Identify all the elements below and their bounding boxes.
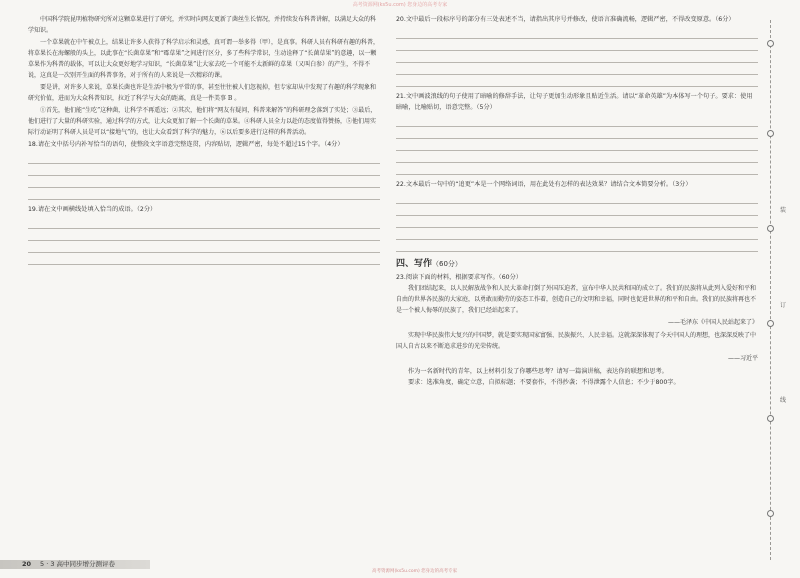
binding-char: 订 (780, 302, 787, 309)
series-title: 5 · 3 高中同步增分测评卷 (40, 560, 116, 568)
passage-paragraph-1: 中国科学院昆明植物研究所对这颗草果进行了研究，并实时向网友更新了菌丝生长情况，并持续发布科普讲解，以满足大众的科学知识。 (28, 16, 377, 34)
question-22: 22.文本最后一句中的“追更”本是一个网络词语，用在此处有怎样的表达效果？请结合文本简要分析。（3分） (396, 181, 692, 188)
watermark: 高考资源网(ks5u.com) 您身边的高考专家 (352, 2, 448, 8)
answer-lines-21[interactable] (396, 115, 758, 175)
passage-paragraph-2: 一个草果就在中午被点上，结果让许多人获得了科学启示和灵感，真可谓一举多得（甲），是真事。科研人员有科研有趣的科普，将草果长在海螺般的头上，以此事在“长菌草果”和“霉草果”之间进行区分，多了些科学常识，生动诠释了“长菌草果”的意趣，以一颗草果作为科普的载体，可以让大众更好地学习知识，“长菌草果”让大家去吃一个可能不太新鲜的草果（又叫白参）的产生，不得不说，这真是一次别开生面的科普事务，对于所有的人来说是一次精彩的课。 (28, 39, 380, 79)
writing-requirements: 要求：选准角度，确定立意，自拟标题；不要套作，不得抄袭；不得泄露个人信息；不少于800字。 (408, 379, 680, 386)
answer-lines-19[interactable] (28, 217, 380, 265)
writing-section-title (396, 256, 758, 269)
question-20: 20.文中最后一段标序号的部分有三处表述不当，请指出其序号并修改，使语言准确流畅，逻辑严密，不得改变原意。（6分） (396, 16, 735, 23)
question-18: 18.请在文中括号内补写恰当的语句，使整段文字语意完整连贯，内容贴切，逻辑严密，每处不超过15个字。（4分） (28, 141, 344, 148)
quote-xi-signature: ——习近平 (727, 355, 758, 362)
question-23: 23.阅读下面的材料，根据要求写作。（60分） (396, 274, 522, 281)
writing-prompt: 作为一名新时代的青年，以上材料引发了你哪些思考？请写一篇演讲稿，表达你的联想和思考。 (408, 368, 668, 375)
passage-paragraph-3: 要是讲，对许多人来说，草果长菌也许是生活中极为平常的事，甚至往往被人们忽视掉，但专家却从中发现了有趣的科学现象和研究价值，进而为大众科普知识，拉近了科学与大众的距离，真是一件美事 B 。 (28, 84, 377, 102)
passage-paragraph-4: ①首先，他们能“生吃”这种菌，让科学不再遥远；②其次，他们将“网友有疑问，科普来解答”的科研理念落到了实处；③最后，他们进行了大量的科研实验，通过科学的方式，让大众更加了解一个长菌的草果。④科研人员全力以赴的态度值得赞扬，⑤他们用实际行动证明了科研人员是可以“接地气”的，也让大众看到了科学的魅力，⑥以后要多进行这样的科普活动。 (28, 107, 377, 136)
answer-lines-18[interactable] (28, 152, 380, 200)
footer-source: 高考资源网(ks5u.com) 您身边的高考专家 (372, 569, 458, 574)
page-number: 20 (22, 560, 32, 568)
binding-hole (767, 130, 774, 137)
binding-hole (767, 320, 774, 327)
binding-hole (767, 415, 774, 422)
binding-char: 线 (780, 397, 787, 404)
quote-mao-signature: ——毛泽东《中国人民站起来了》 (667, 319, 758, 326)
quote-xi: 实现中华民族伟大复兴的中国梦，就是要实现国家富强、民族振兴、人民幸福。这就深深体现了今天中国人的理想，也深深反映了中国人自古以来不断追求进步的光荣传统。 (396, 332, 757, 350)
binding-char: 装 (780, 207, 787, 214)
answer-lines-22[interactable] (396, 192, 758, 252)
binding-hole (767, 225, 774, 232)
answer-lines-20[interactable] (396, 27, 758, 87)
binding-hole (767, 40, 774, 47)
right-column (396, 14, 758, 388)
question-21: 21.文中画波浪线的句子使用了暗喻的修辞手法，让句子更加生动形象且贴近生活。请以“革命英雄”为本体写一个句子。要求：使用暗喻，比喻贴切，语意完整。（5分） (396, 93, 753, 111)
question-19: 19.请在文中画横线处填入恰当的成语。（2分） (28, 206, 157, 213)
section-score: （60分） (432, 260, 462, 268)
section-title-text: 四、写作 (396, 259, 433, 269)
left-column (28, 14, 380, 269)
quote-mao: 我们团结起来，以人民解放战争和人民大革命打倒了外国压迫者，宣布中华人民共和国的成立了。我们的民族将从此列入爱好和平和自由的世界各民族的大家庭，以勇敢而勤劳的姿态工作着，创造自己的文明和幸福，同时也促进世界的和平和自由。我们的民族将再也不是一个被人侮辱的民族了，我们已经站起来了。 (396, 285, 757, 314)
binding-cut-line (770, 20, 771, 560)
binding-hole (767, 510, 774, 517)
